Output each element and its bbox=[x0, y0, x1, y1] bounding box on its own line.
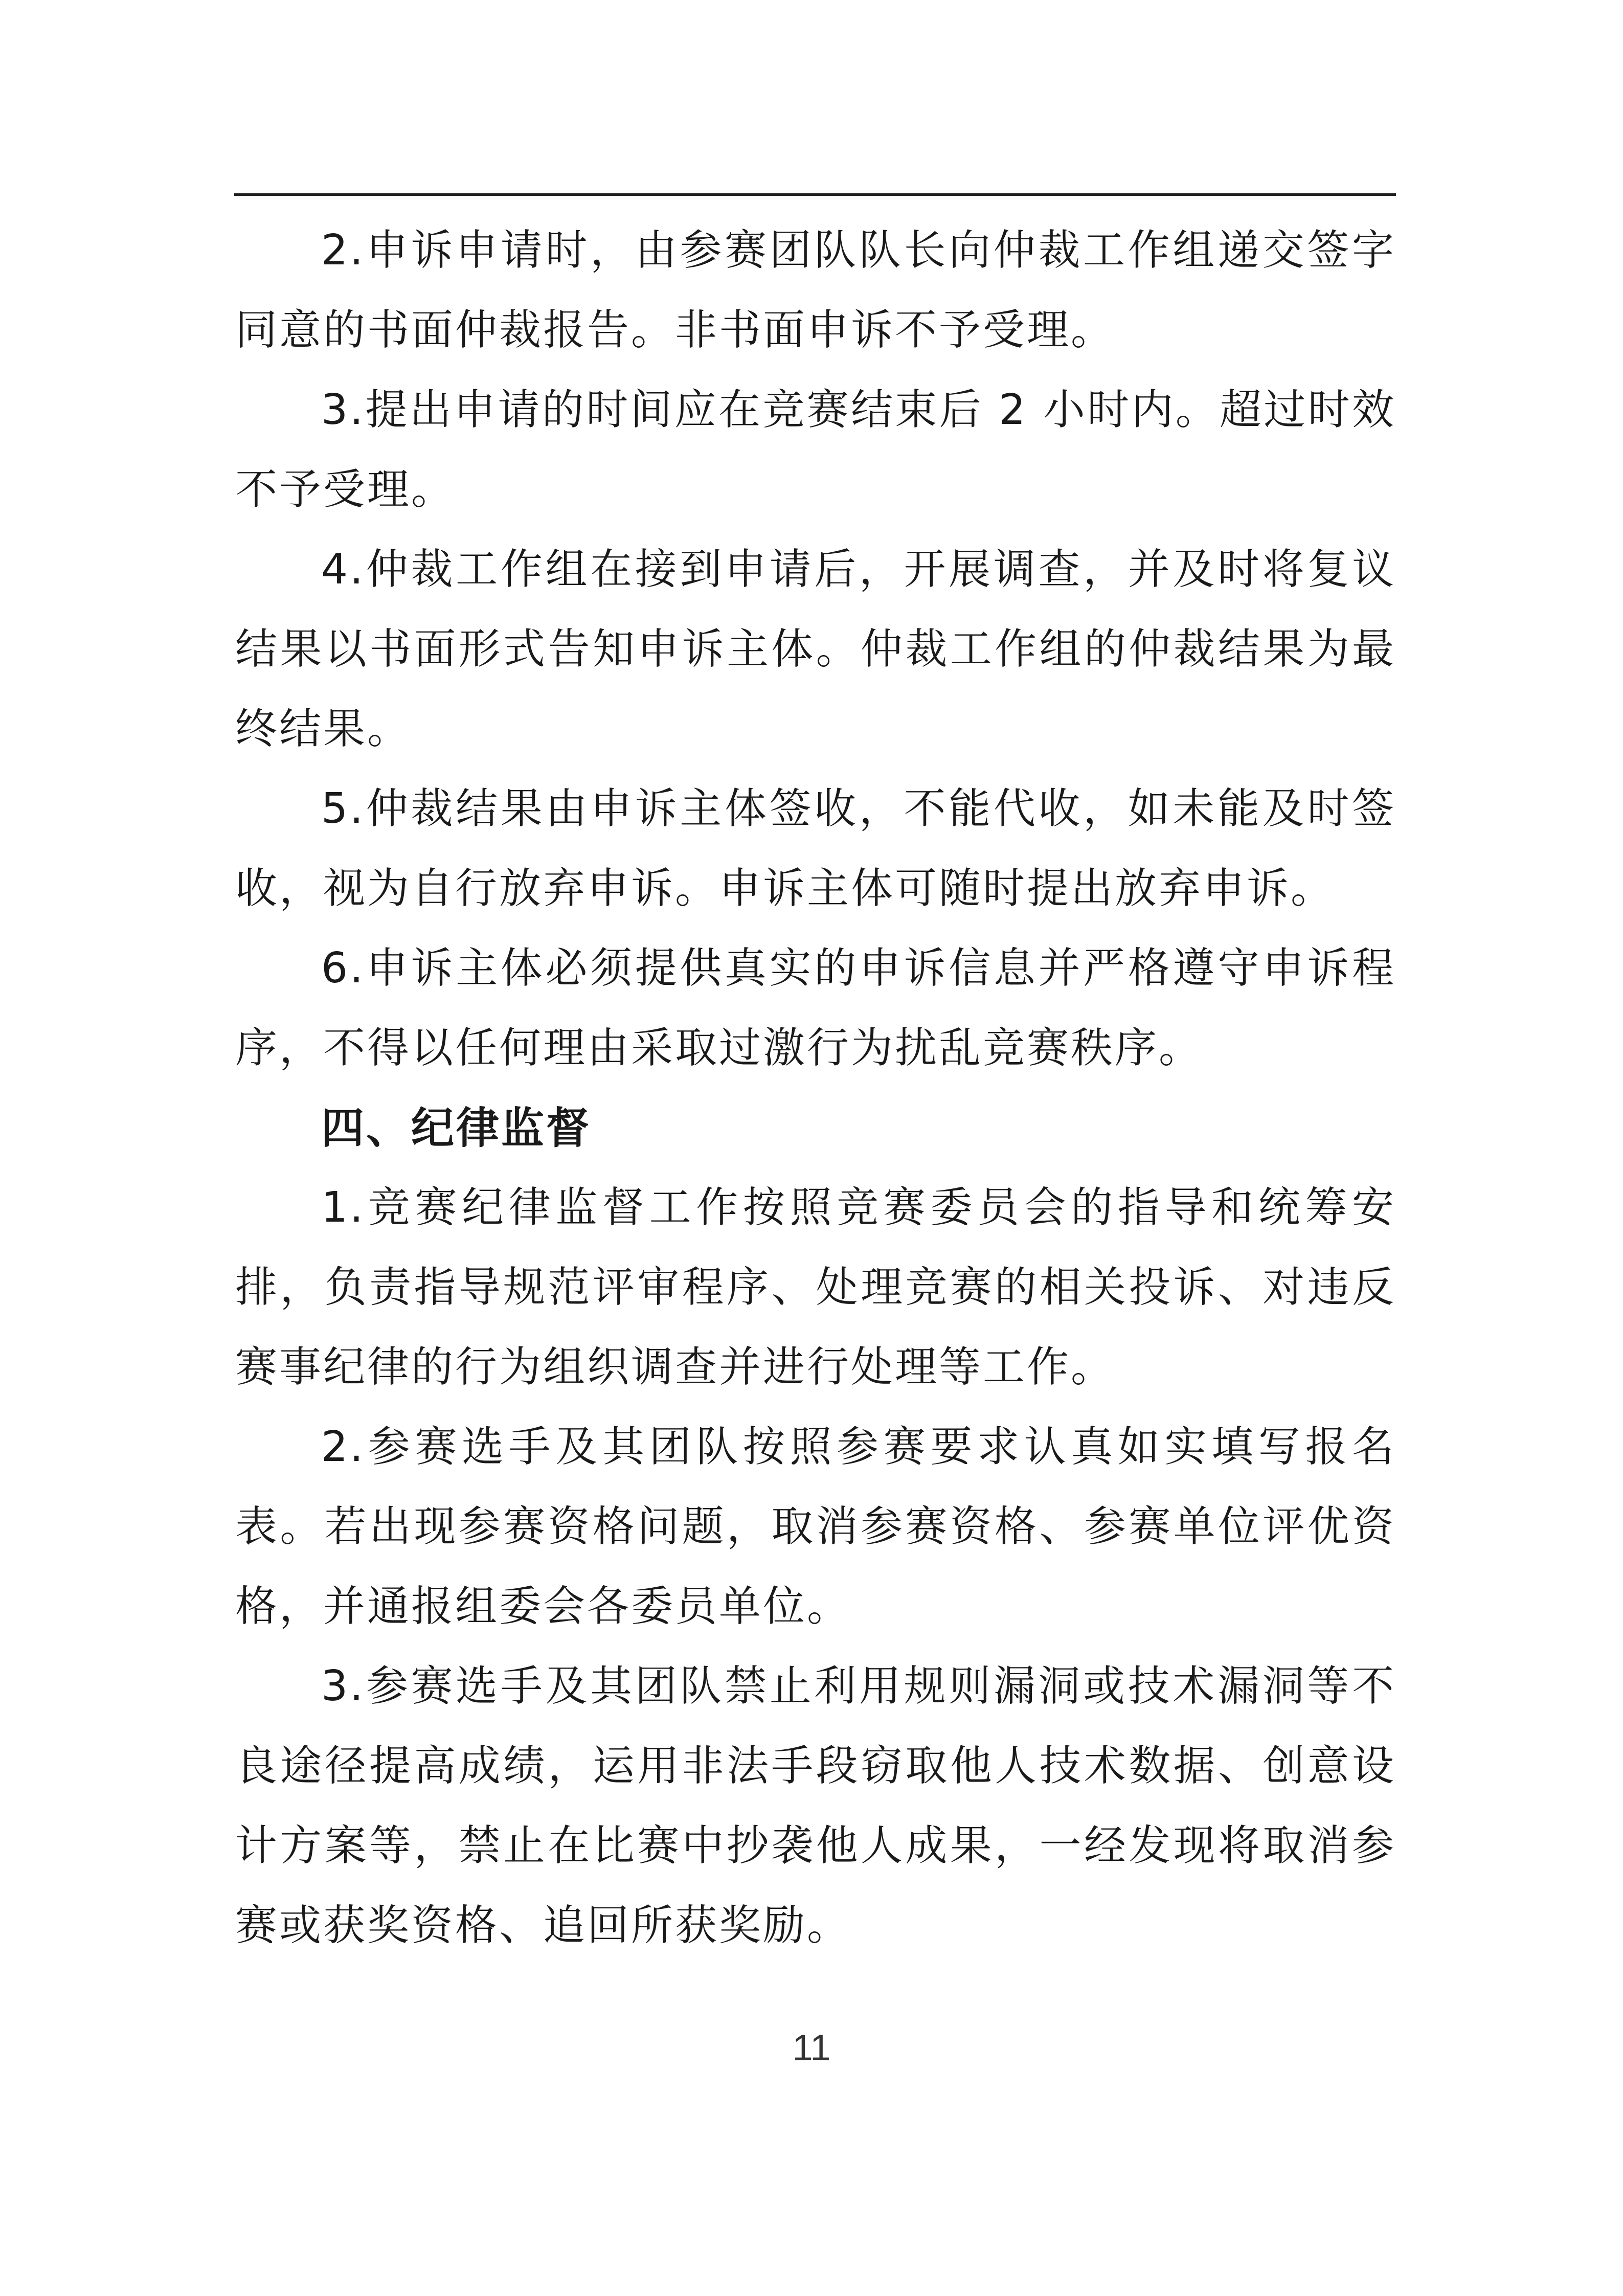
paragraph-appeal-submission: 2.申诉申请时，由参赛团队队长向仲裁工作组递交签字同意的书面仲裁报告。非书面申诉不予受理。 bbox=[235, 226, 1396, 354]
section-heading-discipline: 四、纪律监督 bbox=[321, 1103, 592, 1153]
header-rule bbox=[234, 193, 1396, 196]
paragraph-arbitration-receipt: 5.仲裁结果由申诉主体签收，不能代收，如未能及时签收，视为自行放弃申诉。申诉主体可随时提出放弃申诉。 bbox=[235, 784, 1396, 913]
paragraph-registration-form: 2.参赛选手及其团队按照参赛要求认真如实填写报名表。若出现参赛资格问题，取消参赛资格、参赛单位评优资格，并通报组委会各委员单位。 bbox=[235, 1423, 1396, 1631]
paragraph-arbitration-investigation: 4.仲裁工作组在接到申请后，开展调查，并及时将复议结果以书面形式告知申诉主体。仲裁工作组的仲裁结果为最终结果。 bbox=[235, 545, 1396, 753]
paragraph-appeal-deadline: 3.提出申请的时间应在竞赛结束后 2 小时内。超过时效不予受理。 bbox=[235, 386, 1396, 514]
page-body bbox=[235, 211, 1396, 1966]
paragraph-discipline-supervision: 1.竞赛纪律监督工作按照竞赛委员会的指导和统筹安排，负责指导规范评审程序、处理竞赛的相关投诉、对违反赛事纪律的行为组织调查并进行处理等工作。 bbox=[235, 1183, 1396, 1391]
paragraph-appeal-honesty: 6.申诉主体必须提供真实的申诉信息并严格遵守申诉程序，不得以任何理由采取过激行为扰乱竞赛秩序。 bbox=[235, 944, 1396, 1072]
page-number: 11 bbox=[792, 2028, 831, 2068]
paragraph-prohibited-conduct: 3.参赛选手及其团队禁止利用规则漏洞或技术漏洞等不良途径提高成绩，运用非法手段窃取他人技术数据、创意设计方案等，禁止在比赛中抄袭他人成果，一经发现将取消参赛或获奖资格、追回所获奖励。 bbox=[235, 1662, 1396, 1950]
